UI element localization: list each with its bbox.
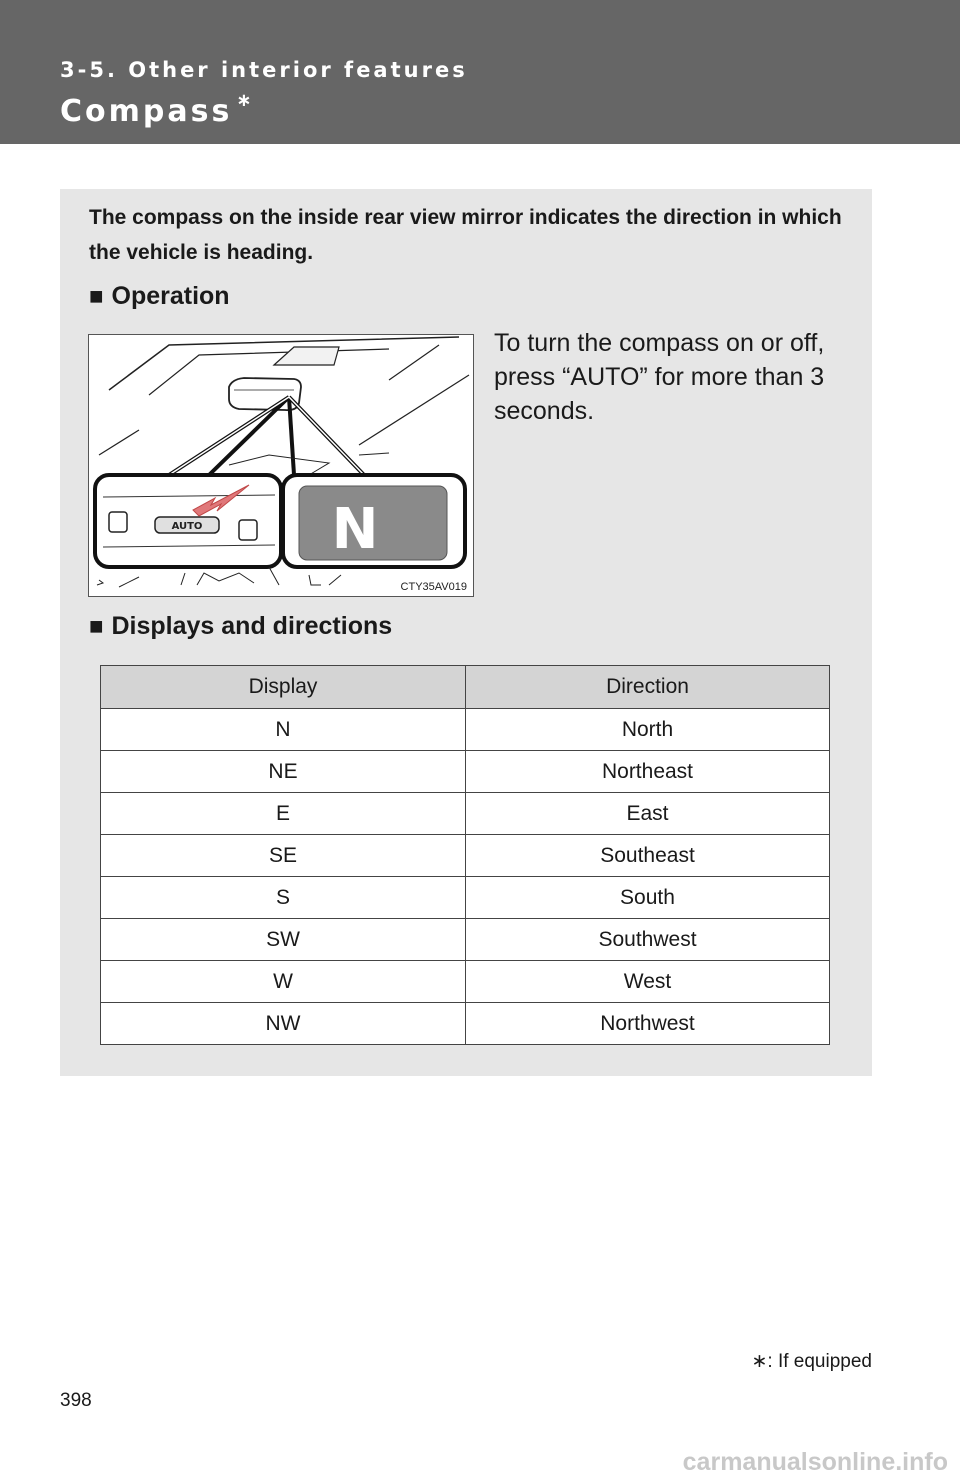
displays-heading-label: Displays and directions <box>111 612 393 640</box>
table-row <box>101 877 830 919</box>
illustration-code: CTY35AV019 <box>400 581 467 593</box>
table-row <box>101 961 830 1003</box>
operation-text: To turn the compass on or off, press “AUTO” for more than 3 seconds. <box>494 329 825 425</box>
directions-table <box>100 665 830 1045</box>
watermark-link[interactable]: carmanualsonline.info <box>682 1448 948 1476</box>
display-cell: SE <box>101 835 466 877</box>
direction-cell: Southeast <box>466 835 830 877</box>
display-cell: NE <box>101 751 466 793</box>
table-row <box>101 919 830 961</box>
direction-cell: South <box>466 877 830 919</box>
table-header-row <box>101 666 830 709</box>
table-row <box>101 1003 830 1045</box>
display-cell: N <box>101 709 466 751</box>
section-label: 3-5. Other interior features <box>60 58 468 82</box>
displays-heading <box>89 612 392 641</box>
operation-heading-label: Operation <box>111 282 230 310</box>
table-row <box>101 751 830 793</box>
intro-text: The compass on the inside rear view mirror indicates the direction in which the vehicle is heading. <box>89 206 842 264</box>
page-title <box>60 90 255 129</box>
display-cell: S <box>101 877 466 919</box>
page-title-text: Compass <box>60 94 233 129</box>
equipped-mark: ∗ <box>236 90 255 111</box>
display-cell: E <box>101 793 466 835</box>
page-header <box>0 0 960 144</box>
table-row <box>101 709 830 751</box>
footnote-if-equipped: ∗: If equipped <box>751 1351 872 1372</box>
display-cell: SW <box>101 919 466 961</box>
display-cell: W <box>101 961 466 1003</box>
auto-button-label: AUTO <box>171 521 203 532</box>
direction-cell: Northeast <box>466 751 830 793</box>
table-row <box>101 835 830 877</box>
bullet-square-icon: ■ <box>89 283 104 310</box>
direction-cell: East <box>466 793 830 835</box>
direction-cell: Northwest <box>466 1003 830 1045</box>
compass-display-letter: N <box>331 497 379 562</box>
direction-cell: West <box>466 961 830 1003</box>
column-header-display: Display <box>101 666 466 709</box>
direction-cell: Southwest <box>466 919 830 961</box>
page-number: 398 <box>60 1390 92 1411</box>
bullet-square-icon: ■ <box>89 613 104 640</box>
display-cell: NW <box>101 1003 466 1045</box>
operation-heading <box>89 282 230 311</box>
table-row <box>101 793 830 835</box>
column-header-direction: Direction <box>466 666 830 709</box>
direction-cell: North <box>466 709 830 751</box>
mirror-illustration <box>88 334 474 597</box>
